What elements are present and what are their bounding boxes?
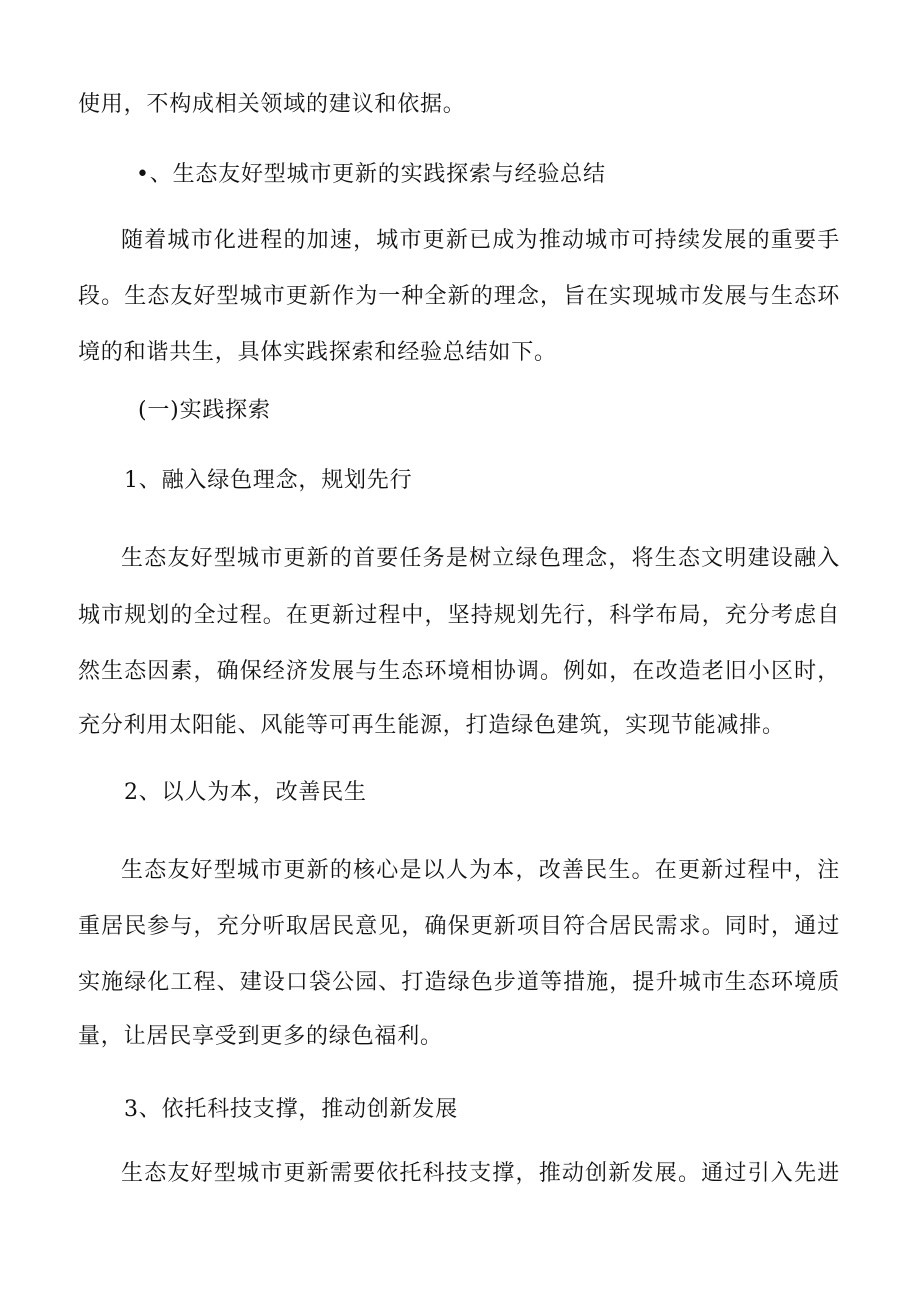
item-2-body-line-4: 量，让居民享受到更多的绿色福利。 [78,1024,443,1049]
item-1-body-line-4: 充分利用太阳能、风能等可再生能源，打造绿色建筑，实现节能减排。 [78,713,785,738]
continued-text-line: 使用，不构成相关领域的建议和依据。 [78,92,466,117]
intro-paragraph-line-1: 随着城市化进程的加速，城市更新已成为推动城市可持续发展的重要手 [121,228,840,253]
item-3-heading: 3、依托科技支撑，推动创新发展 [124,1097,458,1122]
intro-paragraph-line-3: 境的和谐共生，具体实践探索和经验总结如下。 [78,340,557,365]
subsection-heading: (一)实践探索 [138,398,271,423]
item-3-body-line-1: 生态友好型城市更新需要依托科技支撑，推动创新发展。通过引入先进 [121,1161,840,1186]
item-1-body-line-2: 城市规划的全过程。在更新过程中，坚持规划先行，科学布局，充分考虑自 [78,603,840,628]
item-1-body-line-1: 生态友好型城市更新的首要任务是树立绿色理念，将生态文明建设融入 [121,546,840,571]
item-2-body-line-2: 重居民参与，充分听取居民意见，确保更新项目符合居民需求。同时，通过 [78,914,840,939]
item-1-heading: 1、融入绿色理念，规划先行 [124,468,413,493]
item-1-body-line-3: 然生态因素，确保经济发展与生态环境相协调。例如，在改造老旧小区时， [78,659,840,684]
item-2-heading: 2、以人为本，改善民生 [124,780,367,805]
item-2-body-line-3: 实施绿化工程、建设口袋公园、打造绿色步道等措施，提升城市生态环境质 [78,970,840,995]
item-2-body-line-1: 生态友好型城市更新的核心是以人为本，改善民生。在更新过程中，注 [121,858,840,883]
section-heading: •、生态友好型城市更新的实践探索与经验总结 [136,162,606,187]
intro-paragraph-line-2: 段。生态友好型城市更新作为一种全新的理念，旨在实现城市发展与生态环 [78,284,840,309]
